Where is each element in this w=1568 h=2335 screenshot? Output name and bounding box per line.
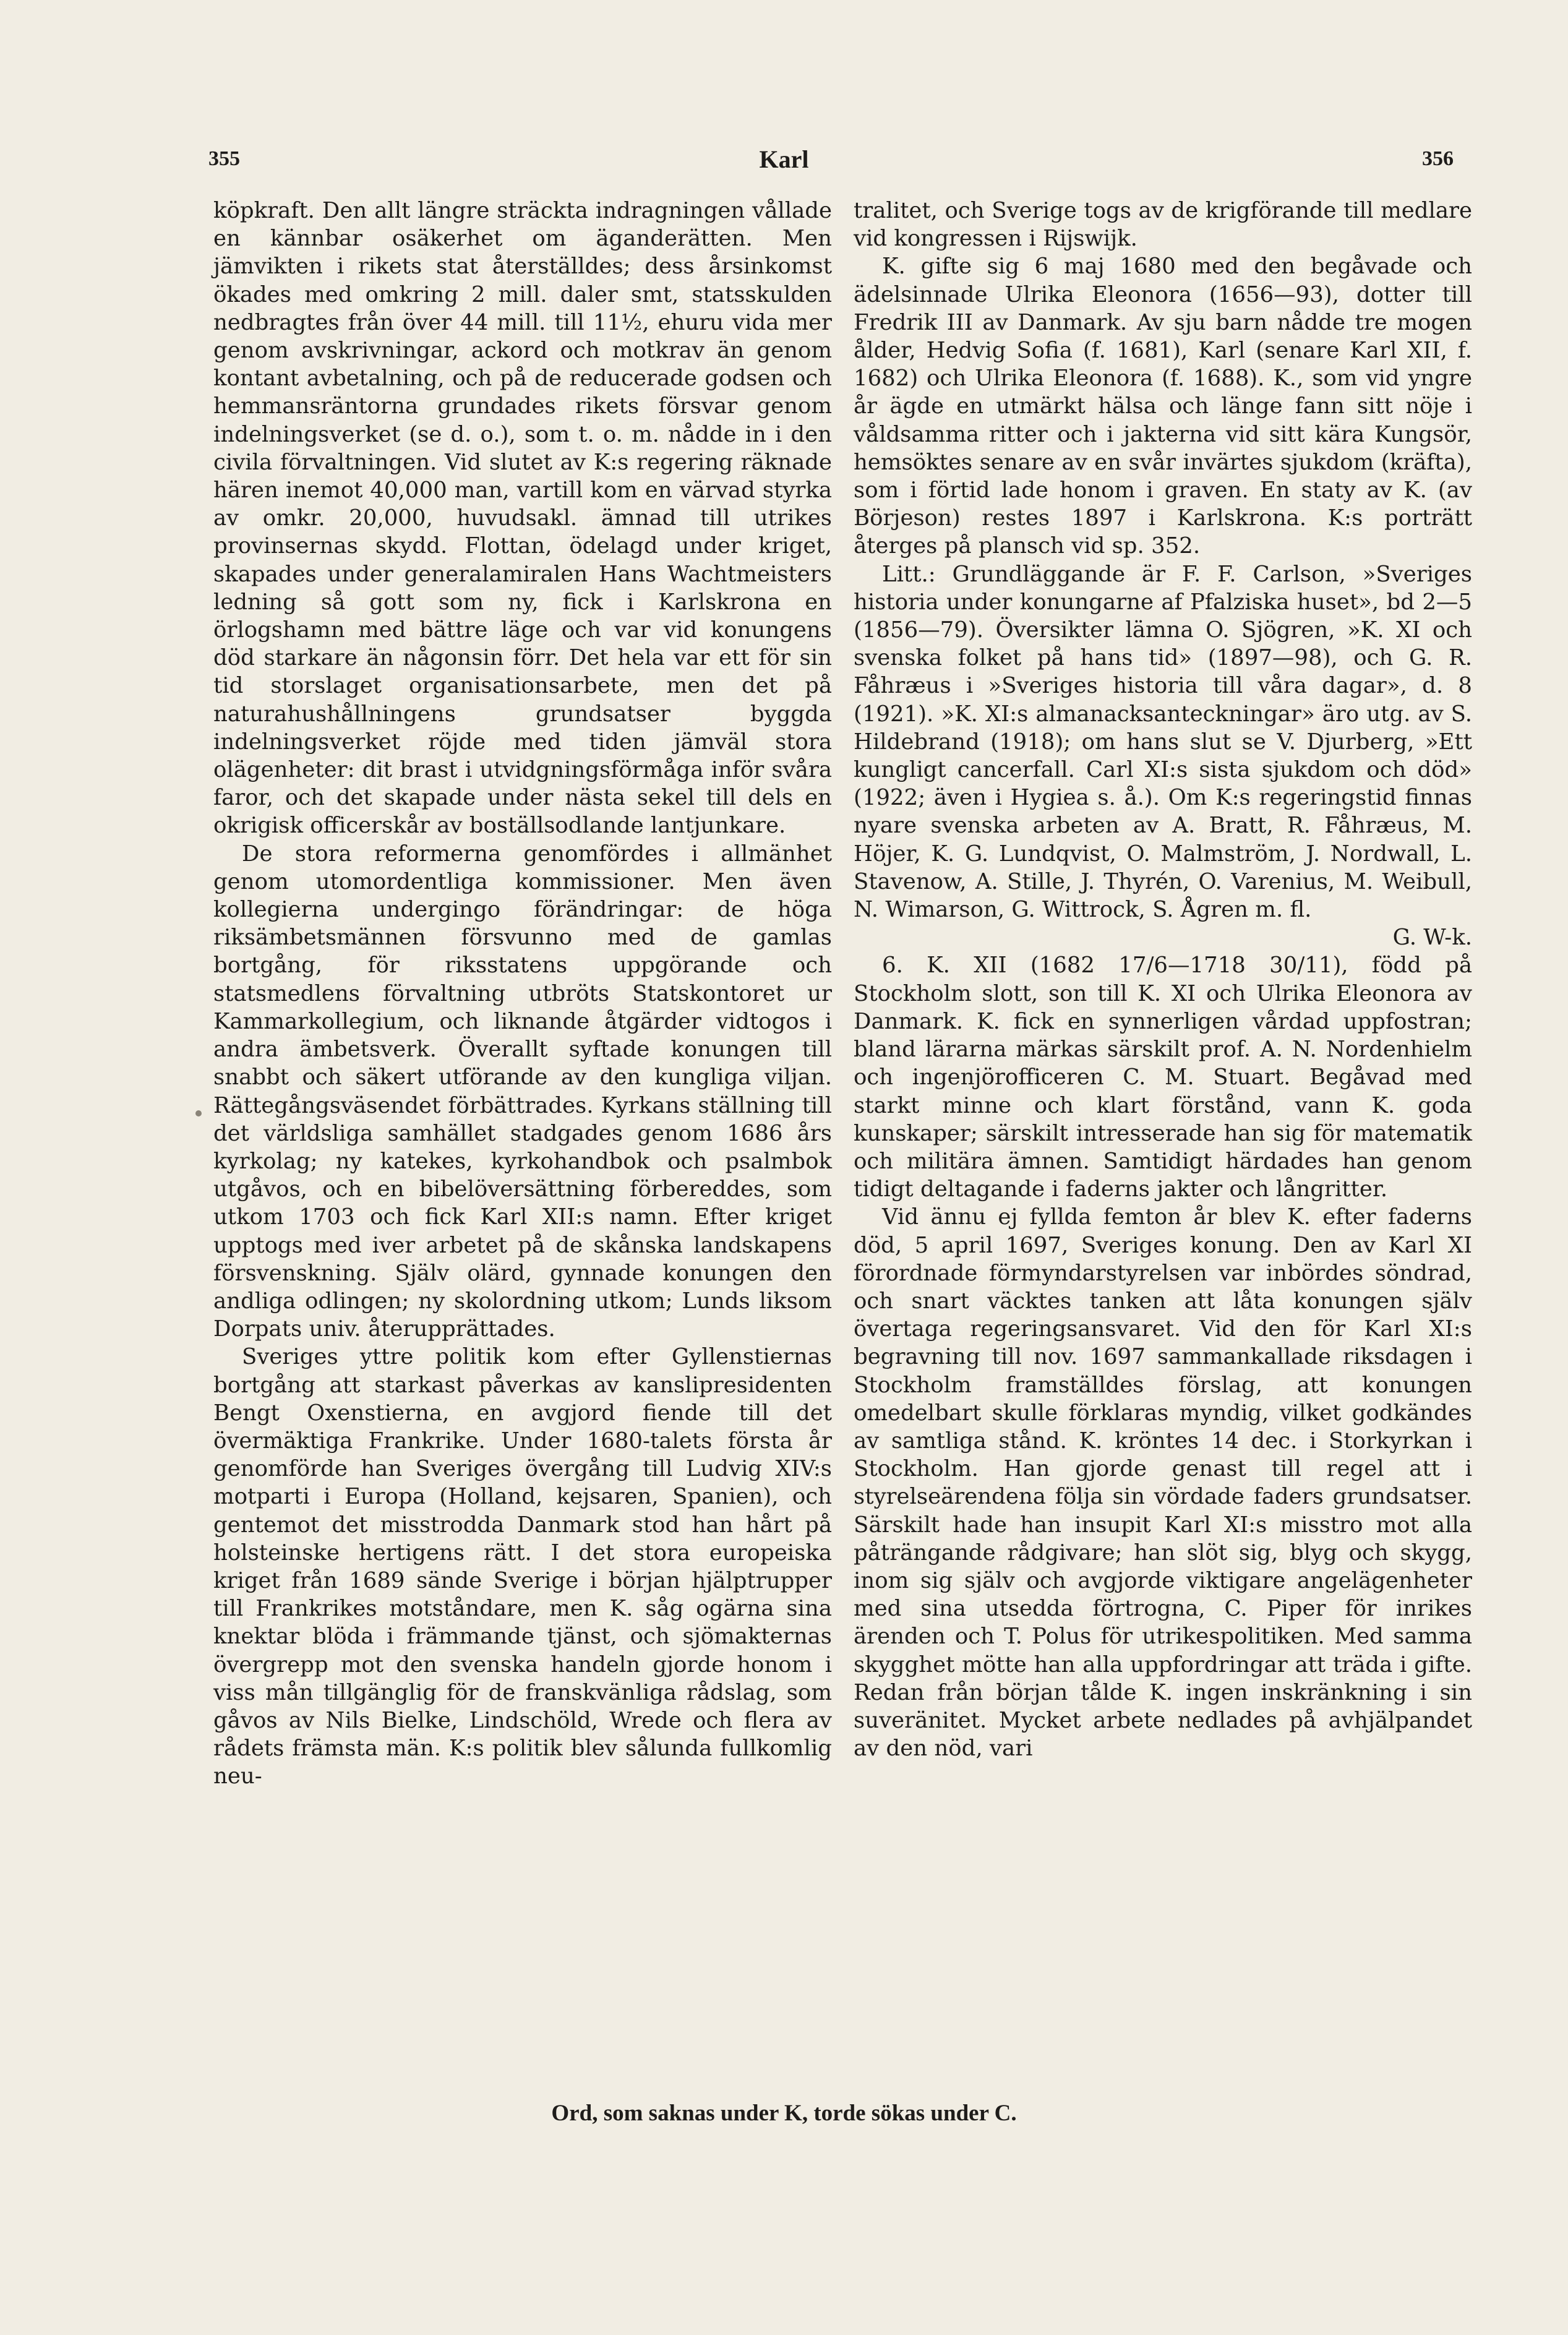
author-signature: G. W-k. (1392, 925, 1472, 951)
page-number-left: 355 (208, 147, 240, 170)
paragraph: K. gifte sig 6 maj 1680 med den begåvade och ädelsinnade Ulrika Eleonora (1656—93), dotter till Fredrik III av Danmark. Av sju barn nådde tre mogen ålder, Hedvig Sofia (f. 1681), Karl (senare Karl XII, f. 1682) och Ulrika Eleonora (f. 1688). K., som vid yngre år ägde en utmärkt hälsa och länge fann sitt nöje i våldsamma ritter och i jakterna vid sitt kära Kungsör, hemsöktes senare av en svår invärtes sjukdom (kräfta), som i förtid lade honom i graven. En staty av K. (av Börjeson) restes 1897 i Karlskrona. K:s porträtt återges på plansch vid sp. 352. (854, 254, 1472, 559)
paragraph: De stora reformerna genomfördes i allmänhet genom utomordentliga kommissioner. Men även kollegierna undergingo förändringar: de höga riksämbetsmännen försvunno med de gamlas bortgång, för riksstatens uppgörande och statsmedlens förvaltning utbröts Statskontoret ur Kammarkollegium, och liknande åtgärder vidtogos i andra ämbetsverk. Överallt syftade konungen till snabbt och säkert utförande av den kungliga viljan. Rättegångsväsendet förbättrades. Kyrkans ställning till det världsliga samhället stadgades genom 1686 års kyrkolag; ny katekes, kyrkohandbok och psalmbok utgåvos, och en bibelöversättning förbereddes, som utkom 1703 och fick Karl XII:s namn. Efter kriget upptogs med iver arbetet på de skånska landskapens försvenskning. Själv olärd, gynnade konungen den andliga odlingen; ny skolordning utkom; Lunds liksom Dorpats univ. återupprättades. (213, 841, 832, 1342)
footer-note: Ord, som saknas under K, torde sökas under C. (551, 2101, 1017, 2126)
paragraph: Sveriges yttre politik kom efter Gyllenstiernas bortgång att starkast påverkas av kanslipresidenten Bengt Oxenstierna, en avgjord fiende till det övermäktiga Frankrike. Under 1680-talets första år genomförde han Sveriges övergång till Ludvig XIV:s motparti i Europa (Holland, kejsaren, Spanien), och gentemot det misstrodda Danmark stod han hårt på holsteinske hertigens rätt. I det stora europeiska kriget från 1689 sände Sverige i början hjälptrupper till Frankrikes motståndare, men K. såg ogärna sina knektar blöda i främmande tjänst, och sjömakternas övergrepp mot den svenska handeln gjorde honom i viss mån tillgänglig för de franskvänliga rådslag, som gåvos av Nils Bielke, Lindschöld, Wrede och flera av rådets främsta män. K:s politik blev sålunda fullkomlig neu- (213, 1344, 832, 1789)
paragraph: 6. K. XII (1682 17/6—1718 30/11), född på Stockholm slott, son till K. XI och Ulrika Eleonora av Danmark. K. fick en synnerligen vårdad uppfostran; bland lärarna märkas särskilt prof. A. N. Nordenhielm och ingenjörofficeren C. M. Stuart. Begåvad med starkt minne och klart förstånd, vann K. goda kunskaper; särskilt intresserade han sig för matematik och militära ämnen. Samtidigt härdades han genom tidigt deltagande i faderns jakter och långritter. (854, 953, 1472, 1202)
page-number-right: 356 (1422, 147, 1454, 170)
page-header (0, 147, 1568, 184)
running-head: Karl (759, 145, 809, 173)
margin-dot (195, 1110, 202, 1116)
right-column (854, 197, 1472, 1762)
paragraph: köpkraft. Den allt längre sträckta indragningen vållade en kännbar osäkerhet om äganderätten. Men jämvikten i rikets stat återställdes; dess årsinkomst ökades med omkring 2 mill. daler smt, statsskulden nedbragtes från över 44 mill. till 11½, ehuru vida mer genom avskrivningar, ackord och motkrav än genom kontant avbetalning, och på de reducerade godsen och hemmansräntorna grundades rikets försvar genom indelningsverket (se d. o.), som t. o. m. nådde in i den civila förvaltningen. Vid slutet av K:s regering räknade hären inemot 40,000 man, vartill kom en värvad styrka av omkr. 20,000, huvudsakl. ämnad till utrikes provinsernas skydd. Flottan, ödelagd under kriget, skapades under generalamiralen Hans Wachtmeisters ledning så gott som ny, fick i Karlskrona en örlogshamn med bättre läge och var vid konungens död starkare än någonsin förr. Det hela var ett för sin tid storslaget organisationsarbete, men det på naturahushållningens grundsatser byggda indelningsverket röjde med tiden jämväl stora olägenheter: dit brast i utvidgningsförmåga inför svåra faror, och det skapade under nästa sekel till dels en okrigisk officerskår av boställsodlande lantjunkare. (213, 198, 832, 839)
paragraph: tralitet, och Sverige togs av de krigförande till medlare vid kongressen i Rijswijk. (854, 198, 1472, 252)
literature-paragraph: Litt.: Grundläggande är F. F. Carlson, »Sveriges historia under konungarne af Pfalziska huset», bd 2—5 (1856—79). Översikter lämna O. Sjögren, »K. XI och svenska folket på hans tid» (1897—98), och G. R. Fåhræus i »Sveriges historia till våra dagar», d. 8 (1921). »K. XI:s almanacksanteckningar» äro utg. av S. Hildebrand (1918); om hans slut se V. Djurberg, »Ett kungligt cancerfall. Carl XI:s sista sjukdom och död» (1922; även i Hygiea s. å.). Om K:s regeringstid finnas nyare svenska arbeten av A. Bratt, R. Fåhræus, M. Höjer, K. G. Lundqvist, O. Malmström, J. Nordwall, L. Stavenow, A. Stille, J. Thyrén, O. Varenius, M. Weibull, N. Wimarson, G. Wittrock, S. Ågren m. fl. (854, 561, 1472, 923)
left-column (213, 197, 832, 1791)
paragraph: Vid ännu ej fyllda femton år blev K. efter faderns död, 5 april 1697, Sveriges konung. Den av Karl XI förordnade förmyndarstyrelsen var inbördes söndrad, och snart väcktes tanken att låta konungen själv övertaga regeringsansvaret. Vid den för Karl XI:s begravning till nov. 1697 sammankallade riksdagen i Stockholm framställdes förslag, att konungen omedelbart skulle förklaras myndig, vilket godkändes av samtliga stånd. K. kröntes 14 dec. i Storkyrkan i Stockholm. Han gjorde genast till regel att i styrelseärendena följa sin vördade faders grundsatser. Särskilt hade han insupit Karl XI:s misstro mot alla påträngande rådgivare; han slöt sig, blyg och skygg, inom sig själv och avgjorde viktigare angelägenheter med sina utsedda förtrogna, C. Piper för inrikes ärenden och T. Polus för utrikespolitiken. Med samma skygghet mötte han alla uppfordringar att träda i gifte. Redan från början tålde K. ingen inskränkning i sin suveränitet. Mycket arbete nedlades på avhjälpandet av den nöd, vari (854, 1204, 1472, 1762)
